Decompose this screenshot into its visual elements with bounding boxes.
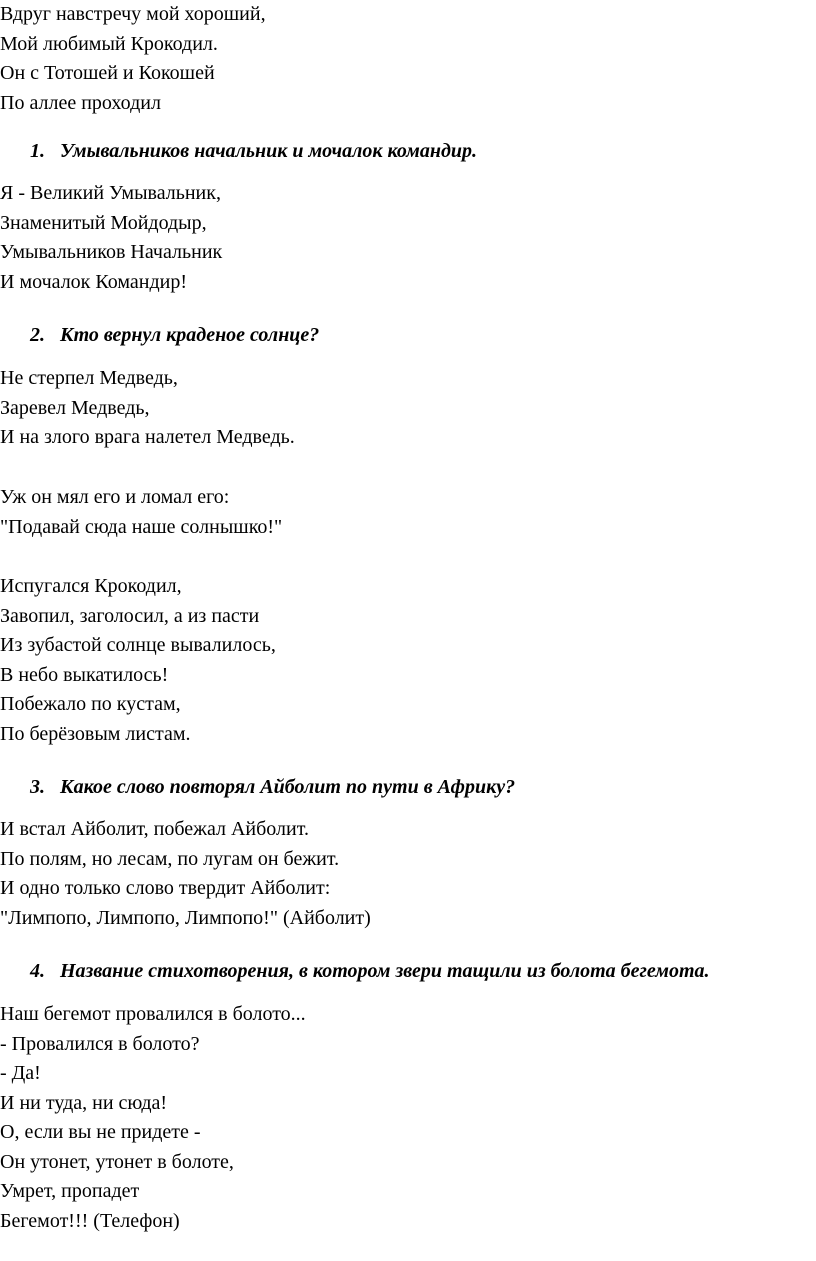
poem-line: Вдруг навстречу мой хороший,: [0, 3, 266, 25]
stanza-moidodyr: [0, 179, 222, 297]
question-1: [30, 138, 477, 164]
poem-line: - Да!: [0, 1062, 41, 1084]
poem-line: О, если вы не придете -: [0, 1121, 201, 1143]
stanza-bear: [0, 364, 295, 453]
poem-line: Наш бегемот провалился в болото...: [0, 1003, 306, 1025]
poem-line: Знаменитый Мойдодыр,: [0, 211, 207, 234]
question-text: Умывальников начальник и мочалок командир.: [60, 140, 478, 162]
poem-line: И ни туда, ни сюда!: [0, 1091, 168, 1114]
poem-line: Побежало по кустам,: [0, 693, 181, 715]
stanza-aibolit: [0, 815, 371, 933]
poem-line: Умрет, пропадет: [0, 1180, 140, 1202]
poem-line: Мой любимый Крокодил.: [0, 32, 218, 55]
poem-line: Бегемот!!! (Телефон): [0, 1209, 180, 1232]
poem-line: Не стерпел Медведь,: [0, 367, 178, 389]
question-text: Кто вернул краденое солнце?: [60, 324, 320, 346]
question-3: [30, 774, 515, 800]
poem-line: И на злого врага налетел Медведь.: [0, 426, 295, 448]
poem-line: Завопил, заголосил, а из пасти: [0, 604, 260, 627]
poem-line: Уж он мял его и ломал его:: [0, 486, 230, 508]
poem-line: По аллее проходил: [0, 91, 161, 114]
poem-line: Заревел Медведь,: [0, 396, 150, 419]
poem-line: - Провалился в болото?: [0, 1032, 200, 1055]
poem-line: "Лимпопо, Лимпопо, Лимпопо!" (Айболит): [0, 906, 371, 929]
question-text: Название стихотворения, в котором звери тащили из болота бегемота.: [60, 960, 710, 982]
poem-line: Испугался Крокодил,: [0, 575, 182, 597]
poem-line: И мочалок Командир!: [0, 270, 187, 293]
stanza-sun: [0, 483, 282, 542]
question-4: [30, 958, 710, 984]
poem-line: И встал Айболит, побежал Айболит.: [0, 818, 309, 840]
poem-line: По полям, но лесам, по лугам он бежит.: [0, 847, 340, 870]
stanza-hippo: [0, 1000, 306, 1236]
stanza-crocodile-intro: [0, 0, 266, 118]
poem-line: Я - Великий Умывальник,: [0, 182, 221, 204]
poem-line: Умывальников Начальник: [0, 241, 223, 263]
stanza-crocodile-scared: [0, 572, 276, 749]
poem-line: В небо выкатилось!: [0, 663, 169, 686]
question-text: Какое слово повторял Айболит по пути в Африку?: [60, 776, 516, 798]
poem-line: И одно только слово твердит Айболит:: [0, 877, 331, 899]
question-number: 4.: [30, 960, 45, 982]
poem-line: "Подавай сюда наше солнышко!": [0, 515, 283, 538]
poem-line: Он с Тотошей и Кокошей: [0, 62, 215, 84]
question-2: [30, 322, 319, 348]
question-number: 1.: [30, 140, 45, 162]
question-number: 2.: [30, 324, 45, 346]
question-number: 3.: [30, 776, 45, 798]
poem-line: По берёзовым листам.: [0, 722, 191, 745]
poem-line: Из зубастой солнце вывалилось,: [0, 634, 276, 656]
poem-line: Он утонет, утонет в болоте,: [0, 1150, 234, 1173]
